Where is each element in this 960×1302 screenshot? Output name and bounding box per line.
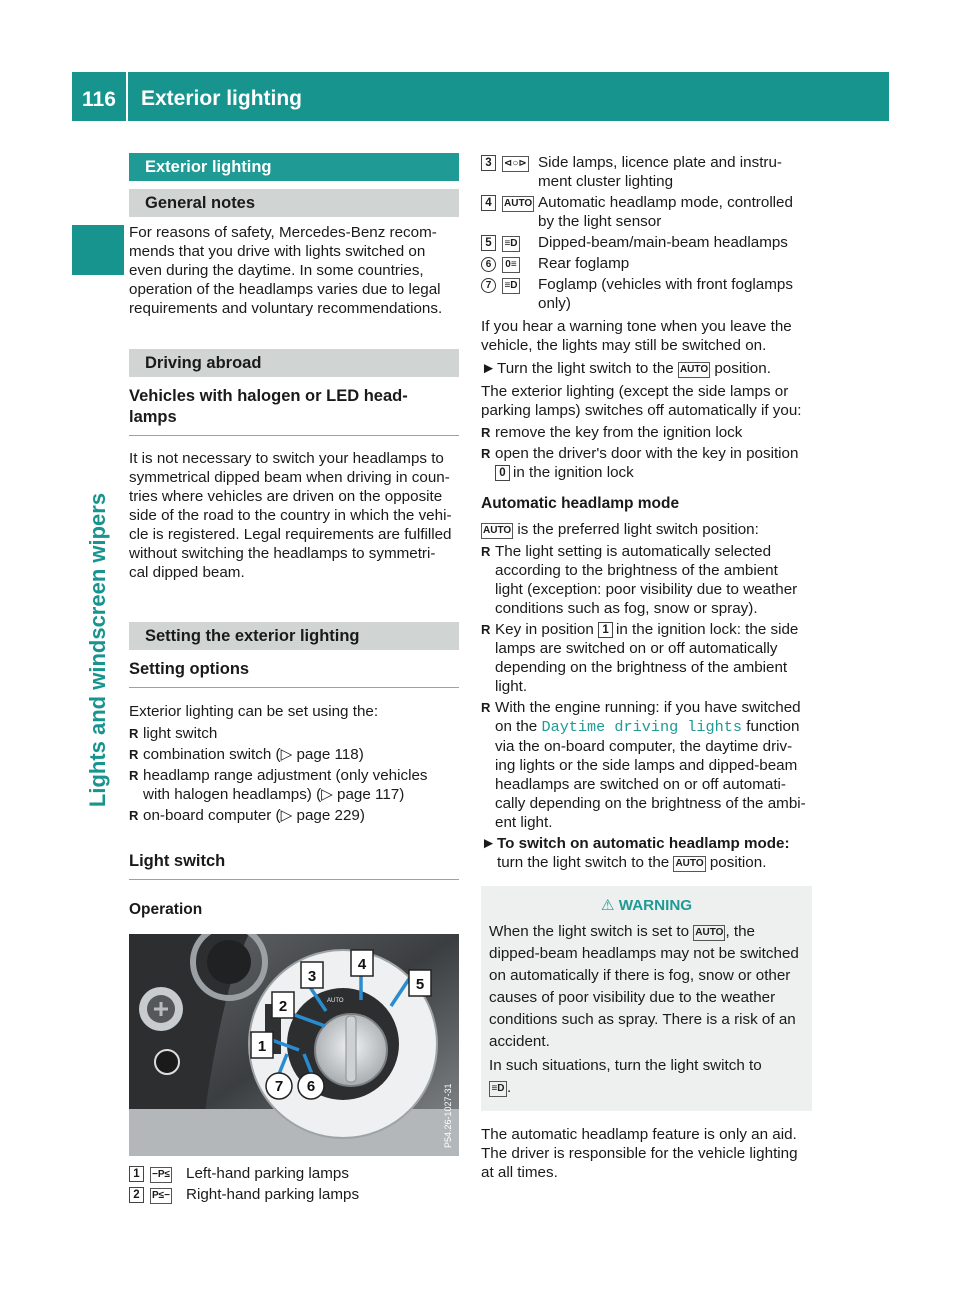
step-switch-on-auto: ► To switch on automatic headlamp mode: turn the light switch to the AUTO position. <box>481 835 790 871</box>
final-text: The automatic headlamp feature is only an aid. The driver is responsible for the vehicle lighting at all times. <box>481 1126 798 1181</box>
setting-options-subtitle: Setting options <box>129 659 459 688</box>
list-item: R With the engine running: if you have switched on the Daytime driving lights function via the on-board computer, the daytime driv- ing lights or the side lamps and dipped-beam headlamps are switched on or off automati- cally depending on the brightness of the ambi- ent light. <box>481 699 806 831</box>
page-title: Exterior lighting <box>141 87 303 110</box>
subtitle-line: Vehicles with halogen or LED head- <box>129 387 408 405</box>
setting-heading: Setting the exterior lighting <box>129 622 459 650</box>
legend-row <box>481 254 812 273</box>
driving-abroad-text <box>129 449 459 582</box>
page-number: 116 <box>82 88 116 111</box>
callout-6: 6 <box>306 1078 316 1095</box>
callout-4: 4 <box>357 956 367 973</box>
setting-list <box>129 724 459 825</box>
callout-3: 3 <box>307 968 317 985</box>
warning-text: When the light switch is set to AUTO , the dipped-beam headlamps may not be switched on automatically if there is fog, snow or other causes of poor visibility due to the weather conditions such as spray. There is a risk of an accident. <box>489 923 799 1050</box>
switch-off-text: The exterior lighting (except the side lamps or parking lamps) switches off automatically if you: <box>481 383 802 419</box>
text-line: mends that you drive with lights switched on <box>129 243 426 260</box>
number-key-icon: 5 <box>481 235 496 251</box>
header-divider <box>126 72 128 121</box>
right-column <box>481 153 812 1182</box>
warning-triangle-icon: ⚠ <box>600 897 615 914</box>
light-switch-heading: Light switch <box>129 851 459 880</box>
setting-intro: Exterior lighting can be set using the: <box>129 703 379 720</box>
driving-abroad-subtitle <box>129 386 459 436</box>
section-title: Exterior lighting <box>129 153 459 181</box>
legend-right <box>481 153 812 313</box>
auto-mode-intro: AUTO is the preferred light switch position: <box>483 521 759 538</box>
key-position-icon: 0 <box>495 465 510 481</box>
general-notes-heading: General notes <box>129 189 459 217</box>
bullet-icon: R <box>481 425 491 440</box>
switch-off-list <box>481 423 812 482</box>
text-line: cal dipped beam. <box>129 564 245 581</box>
text-line: operation of the headlamps varies due to legal <box>129 281 441 298</box>
front-foglamp-icon: ≡D <box>502 278 520 294</box>
callout-1: 1 <box>257 1038 267 1055</box>
legend-row <box>481 275 812 313</box>
legend-row <box>481 233 812 252</box>
light-switch-photo <box>129 934 459 1156</box>
auto-icon: AUTO <box>502 196 534 212</box>
legend-row <box>481 153 812 191</box>
menu-item-reference: Daytime driving lights <box>541 718 742 736</box>
text-line: without switching the headlamps to symmetri- <box>129 545 436 562</box>
list-item: R combination switch (▷ page 118) <box>129 746 364 763</box>
bullet-icon: R <box>129 808 139 823</box>
legend-text: Left-hand parking lamps <box>186 1165 349 1182</box>
step-arrow-icon: ► <box>481 360 497 377</box>
text-line: even during the daytime. In some countries, <box>129 262 424 279</box>
legend-row <box>481 193 812 231</box>
side-tab-label: Lights and windscreen wipers <box>85 492 110 808</box>
callout-5: 5 <box>415 976 425 993</box>
text-line: side of the road to the country in which the vehi- <box>129 507 452 524</box>
dipped-beam-icon: ≡D <box>502 236 520 252</box>
list-item: R open the driver's door with the key in position 0 in the ignition lock <box>481 445 799 481</box>
bullet-icon: R <box>129 726 139 741</box>
warning-box <box>481 886 812 1111</box>
dipped-beam-icon: ≡D <box>489 1081 507 1097</box>
operation-heading: Operation <box>129 901 203 918</box>
bullet-icon: R <box>481 700 491 715</box>
subtitle-line: lamps <box>129 408 177 426</box>
list-item: R light switch <box>129 725 218 742</box>
text-line: For reasons of safety, Mercedes-Benz recom- <box>129 224 437 241</box>
legend-text: ment cluster lighting <box>538 173 674 190</box>
legend-text: Dipped-beam/main-beam headlamps <box>538 234 788 251</box>
legend-text: Foglamp (vehicles with front foglamps <box>538 276 793 293</box>
bullet-icon: R <box>481 446 491 461</box>
auto-label: AUTO <box>327 998 344 1004</box>
number-key-icon: 2 <box>129 1187 144 1203</box>
legend-text: Rear foglamp <box>538 255 630 272</box>
auto-icon: AUTO <box>481 523 513 539</box>
page-header <box>72 72 889 121</box>
legend-text: Right-hand parking lamps <box>186 1186 360 1203</box>
right-parking-lamp-icon: P≤− <box>150 1188 172 1204</box>
legend-text: Side lamps, licence plate and instru- <box>538 154 782 171</box>
number-key-icon: 4 <box>481 195 496 211</box>
legend-left <box>129 1164 459 1204</box>
list-item: R Key in position 1 in the ignition lock: the side lamps are switched on or off automatically depending on the brightness of the ambient light. <box>481 621 799 695</box>
auto-icon: AUTO <box>678 362 710 378</box>
bullet-icon: R <box>481 622 491 637</box>
general-notes-text <box>129 223 459 318</box>
side-tab-marker <box>72 225 124 275</box>
auto-icon: AUTO <box>693 925 725 941</box>
legend-text: only) <box>538 295 571 312</box>
photo-code: P54.26-1027-31 <box>443 1083 453 1148</box>
driving-abroad-heading: Driving abroad <box>129 349 459 377</box>
list-item: R remove the key from the ignition lock <box>481 424 743 441</box>
legend-row <box>129 1185 459 1204</box>
text-line: cle is registered. Legal requirements are fulfilled <box>129 526 452 543</box>
rear-foglamp-icon: 0≡ <box>502 257 520 273</box>
auto-mode-list <box>481 542 812 832</box>
legend-row <box>129 1164 459 1183</box>
auto-mode-heading: Automatic headlamp mode <box>481 495 680 512</box>
number-key-icon: 3 <box>481 155 496 171</box>
list-item: R headlamp range adjustment (only vehicles with halogen headlamps) (▷ page 117) <box>129 767 428 803</box>
number-key-icon: 1 <box>129 1166 144 1182</box>
list-item: R on-board computer (▷ page 229) <box>129 807 365 824</box>
warning-heading: ⚠ WARNING <box>600 897 693 914</box>
text-line: tries where vehicles are driven on the opposite <box>129 488 443 505</box>
callout-7: 7 <box>274 1078 284 1095</box>
warning-tone-text: If you hear a warning tone when you leave the vehicle, the lights may still be switched on. <box>481 318 792 354</box>
step-turn-to-auto: ► Turn the light switch to the AUTO position. <box>481 360 771 377</box>
key-position-icon: 1 <box>598 622 613 638</box>
bullet-icon: R <box>129 747 139 762</box>
callout-2: 2 <box>278 998 288 1015</box>
legend-text: by the light sensor <box>538 213 662 230</box>
bullet-icon: R <box>481 544 491 559</box>
legend-text: Automatic headlamp mode, controlled <box>538 194 793 211</box>
number-circle-icon: 6 <box>481 257 496 272</box>
text-line: It is not necessary to switch your headlamps to <box>129 450 444 467</box>
auto-icon: AUTO <box>673 856 705 872</box>
warning-text: In such situations, turn the light switch to ≡D . <box>489 1057 762 1096</box>
left-column <box>129 153 459 1206</box>
left-parking-lamp-icon: −P≤ <box>150 1167 172 1183</box>
text-line: symmetrical dipped beam when driving in coun- <box>129 469 450 486</box>
side-lamp-icon: ⊲○⊳ <box>502 156 529 172</box>
number-circle-icon: 7 <box>481 278 496 293</box>
bullet-icon: R <box>129 768 139 783</box>
text-line: requirements and voluntary recommendations. <box>129 300 443 317</box>
step-arrow-icon: ► <box>481 835 497 852</box>
list-item: R The light setting is automatically selected according to the brightness of the ambient light (exception: poor visibility due to weather conditions such as fog, snow or spray). <box>481 543 798 617</box>
